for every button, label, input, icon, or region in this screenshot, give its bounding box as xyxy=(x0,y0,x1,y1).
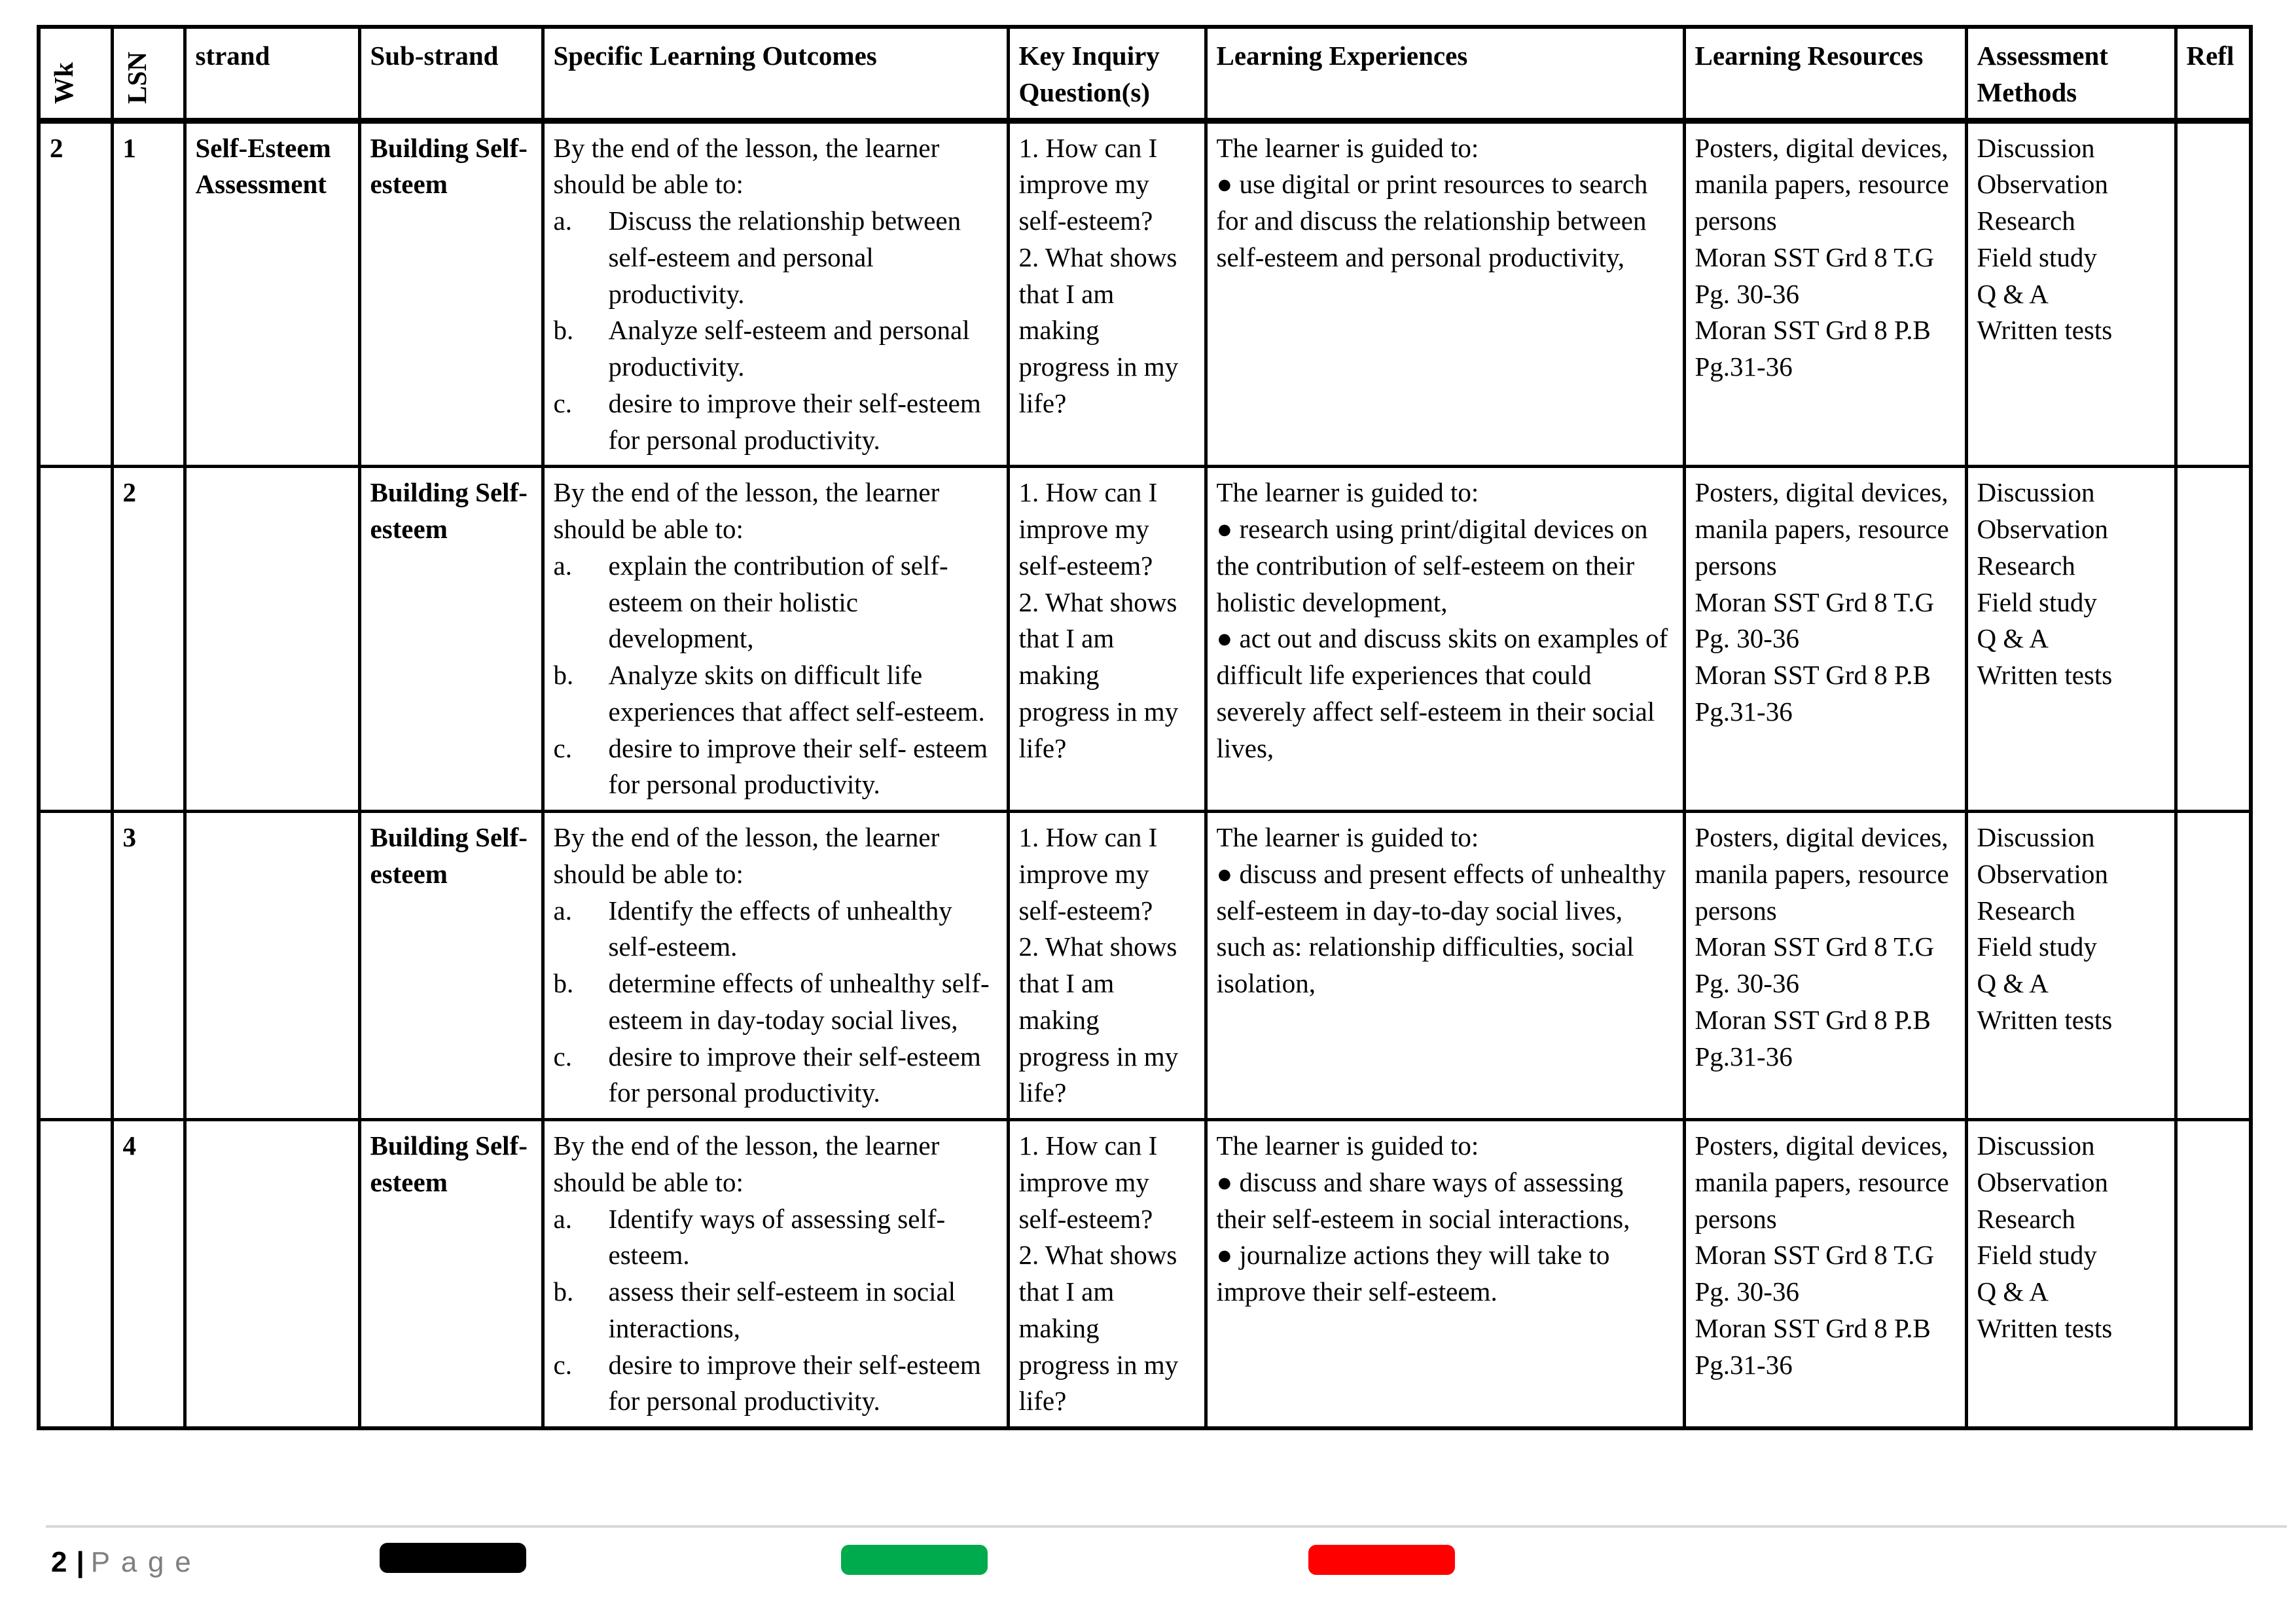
experiences-intro: The learner is guided to: xyxy=(1216,1130,1479,1161)
cell-outcomes xyxy=(543,1120,1008,1429)
cell-outcomes xyxy=(543,120,1008,467)
outcome-item xyxy=(554,386,997,459)
cell-strand xyxy=(185,467,359,812)
bullet-icon: ● xyxy=(1216,623,1233,654)
cell-assessment xyxy=(1966,812,2176,1120)
col-header-resources: Learning Resources xyxy=(1684,27,1966,120)
redaction-bar-green xyxy=(841,1545,988,1575)
cell-lsn: 4 xyxy=(112,1120,185,1429)
cell-sub-strand: Building Self-esteem xyxy=(359,467,543,812)
cell-strand xyxy=(185,1120,359,1429)
outcome-marker: b. xyxy=(553,315,574,346)
assessment-item: Q & A xyxy=(1977,968,2049,998)
experiences-list xyxy=(1217,856,1674,1002)
col-header-lsn-cell xyxy=(112,27,185,120)
experience-text: discuss and present effects of unhealthy self-esteem in day-to-day social lives, such as: relationship difficulties, social isolation, xyxy=(1216,858,1666,998)
outcome-text: desire to improve their self-esteem for personal productivity. xyxy=(608,1041,981,1108)
experiences-list xyxy=(1217,511,1674,767)
cell-strand: Self-Esteem Assessment xyxy=(185,120,359,467)
resource-item: Posters, digital devices, manila papers, resource persons xyxy=(1695,132,1949,236)
col-header-outcomes: Specific Learning Outcomes xyxy=(543,27,1008,120)
outcomes-intro: By the end of the lesson, the learner should be able to: xyxy=(553,477,940,544)
outcome-item xyxy=(554,1274,997,1347)
cell-reflection xyxy=(2176,120,2251,467)
redaction-bar-red xyxy=(1308,1545,1455,1575)
col-header-wk: Wk xyxy=(48,62,79,104)
cell-key-inquiry xyxy=(1008,1120,1206,1429)
outcome-text: assess their self-esteem in social interactions, xyxy=(608,1276,956,1343)
scheme-of-work-table xyxy=(37,25,2253,1430)
col-header-strand: strand xyxy=(185,27,359,120)
key-inquiry-question: 2. What shows that I am making progress in my life? xyxy=(1018,931,1179,1108)
assessment-item: Discussion xyxy=(1977,1130,2095,1161)
outcome-text: desire to improve their self-esteem for personal productivity. xyxy=(608,1349,981,1416)
resource-item: Moran SST Grd 8 T.G Pg. 30-36 xyxy=(1695,931,1935,998)
experiences-intro: The learner is guided to: xyxy=(1216,822,1479,852)
resource-item: Moran SST Grd 8 T.G Pg. 30-36 xyxy=(1695,1240,1935,1307)
outcome-item xyxy=(554,1039,997,1112)
experiences-list xyxy=(1217,1164,1674,1310)
table-row xyxy=(39,467,2251,812)
cell-resources xyxy=(1684,1120,1966,1429)
cell-resources xyxy=(1684,120,1966,467)
outcome-item xyxy=(554,965,997,1039)
resource-item: Posters, digital devices, manila papers, resource persons xyxy=(1695,477,1949,581)
outcome-text: Analyze skits on difficult life experiences that affect self-esteem. xyxy=(608,660,985,727)
cell-wk xyxy=(39,1120,112,1429)
assessment-item: Observation xyxy=(1977,514,2108,544)
cell-sub-strand: Building Self-esteem xyxy=(359,812,543,1120)
outcome-marker: b. xyxy=(553,1276,574,1307)
experiences-intro: The learner is guided to: xyxy=(1216,132,1479,163)
outcome-text: desire to improve their self-esteem for personal productivity. xyxy=(608,388,981,455)
resource-item: Moran SST Grd 8 T.G Pg. 30-36 xyxy=(1695,242,1935,309)
cell-experiences xyxy=(1206,812,1684,1120)
cell-key-inquiry xyxy=(1008,467,1206,812)
assessment-item: Field study xyxy=(1977,931,2097,962)
resource-item: Moran SST Grd 8 P.B Pg.31-36 xyxy=(1695,1312,1931,1380)
outcome-item xyxy=(554,1347,997,1420)
outcome-item xyxy=(554,893,997,966)
outcome-item xyxy=(554,1201,997,1274)
experience-text: research using print/digital devices on the contribution of self-esteem on their holistic development, xyxy=(1216,514,1648,617)
bullet-icon: ● xyxy=(1216,514,1233,544)
assessment-item: Research xyxy=(1977,550,2075,581)
cell-sub-strand: Building Self-esteem xyxy=(359,120,543,467)
resource-item: Moran SST Grd 8 P.B Pg.31-36 xyxy=(1695,660,1931,727)
key-inquiry-question: 2. What shows that I am making progress in my life? xyxy=(1018,242,1179,418)
cell-wk xyxy=(39,812,112,1120)
cell-outcomes xyxy=(543,467,1008,812)
cell-experiences xyxy=(1206,467,1684,812)
experiences-intro: The learner is guided to: xyxy=(1216,477,1479,508)
outcome-text: Identify ways of assessing self-esteem. xyxy=(608,1203,946,1271)
outcome-marker: b. xyxy=(553,968,574,998)
outcome-marker: c. xyxy=(553,1349,572,1380)
assessment-item: Research xyxy=(1977,1203,2075,1234)
cell-resources xyxy=(1684,812,1966,1120)
key-inquiry-question: 1. How can I improve my self-esteem? xyxy=(1018,132,1158,236)
assessment-item: Discussion xyxy=(1977,822,2095,852)
outcome-item xyxy=(554,548,997,657)
cell-wk: 2 xyxy=(39,120,112,467)
cell-assessment xyxy=(1966,120,2176,467)
key-inquiry-question: 2. What shows that I am making progress in my life? xyxy=(1018,586,1179,763)
resource-item: Moran SST Grd 8 T.G Pg. 30-36 xyxy=(1695,586,1935,654)
assessment-item: Observation xyxy=(1977,169,2108,200)
assessment-item: Observation xyxy=(1977,1166,2108,1197)
col-header-refl: Refl xyxy=(2176,27,2251,120)
cell-assessment xyxy=(1966,467,2176,812)
assessment-item: Research xyxy=(1977,895,2075,926)
resource-item: Moran SST Grd 8 P.B Pg.31-36 xyxy=(1695,1004,1931,1072)
resource-item: Posters, digital devices, manila papers, resource persons xyxy=(1695,822,1949,926)
outcome-item xyxy=(554,731,997,804)
experience-item xyxy=(1217,1237,1674,1310)
cell-key-inquiry xyxy=(1008,812,1206,1120)
experience-item xyxy=(1217,1164,1674,1238)
assessment-item: Q & A xyxy=(1977,1276,2049,1307)
assessment-item: Q & A xyxy=(1977,623,2049,654)
assessment-item: Field study xyxy=(1977,1240,2097,1271)
experience-text: use digital or print resources to search for and discuss the relationship between self-esteem and personal productivity, xyxy=(1216,169,1648,272)
key-inquiry-question: 1. How can I improve my self-esteem? xyxy=(1018,822,1158,926)
key-inquiry-question: 1. How can I improve my self-esteem? xyxy=(1018,1130,1158,1234)
experience-item xyxy=(1217,856,1674,1002)
assessment-item: Q & A xyxy=(1977,278,2049,309)
cell-experiences xyxy=(1206,1120,1684,1429)
table-header-row xyxy=(39,27,2251,120)
col-header-key-inquiry: Key Inquiry Question(s) xyxy=(1008,27,1206,120)
outcome-item xyxy=(554,203,997,312)
cell-lsn: 3 xyxy=(112,812,185,1120)
footer-separator: | xyxy=(76,1546,84,1578)
outcome-text: Discuss the relationship between self-esteem and personal productivity. xyxy=(608,206,961,309)
cell-key-inquiry xyxy=(1008,120,1206,467)
experience-text: discuss and share ways of assessing their self-esteem in social interactions, xyxy=(1216,1166,1630,1234)
outcome-text: Identify the effects of unhealthy self-esteem. xyxy=(608,895,952,962)
cell-experiences xyxy=(1206,120,1684,467)
key-inquiry-question: 1. How can I improve my self-esteem? xyxy=(1018,477,1158,581)
col-header-sub-strand: Sub-strand xyxy=(359,27,543,120)
outcomes-list xyxy=(554,1201,997,1420)
resource-item: Moran SST Grd 8 P.B Pg.31-36 xyxy=(1695,315,1931,382)
outcomes-list xyxy=(554,548,997,803)
outcome-marker: c. xyxy=(553,732,572,763)
outcome-marker: a. xyxy=(553,895,572,926)
cell-resources xyxy=(1684,467,1966,812)
outcome-text: desire to improve their self- esteem for personal productivity. xyxy=(608,732,988,800)
page-footer xyxy=(51,1546,202,1579)
outcomes-intro: By the end of the lesson, the learner should be able to: xyxy=(553,822,940,889)
cell-strand xyxy=(185,812,359,1120)
experience-text: act out and discuss skits on examples of difficult life experiences that could severely affect self-esteem in their social lives, xyxy=(1216,623,1668,763)
outcome-marker: b. xyxy=(553,660,574,690)
assessment-item: Field study xyxy=(1977,586,2097,617)
outcome-marker: c. xyxy=(553,1041,572,1072)
outcome-marker: a. xyxy=(553,550,572,581)
assessment-item: Written tests xyxy=(1977,315,2113,346)
cell-reflection xyxy=(2176,812,2251,1120)
key-inquiry-question: 2. What shows that I am making progress in my life? xyxy=(1018,1240,1179,1416)
table-row xyxy=(39,1120,2251,1429)
outcome-item xyxy=(554,312,997,386)
col-header-wk-cell xyxy=(39,27,112,120)
assessment-item: Observation xyxy=(1977,858,2108,889)
experiences-list xyxy=(1217,166,1674,276)
experience-item xyxy=(1217,621,1674,767)
outcome-text: explain the contribution of self-esteem on their holistic development, xyxy=(608,550,948,654)
redaction-bar-black xyxy=(380,1543,526,1573)
assessment-item: Written tests xyxy=(1977,1004,2113,1035)
outcome-text: determine effects of unhealthy self-esteem in day-today social lives, xyxy=(608,968,990,1035)
outcome-item xyxy=(554,657,997,731)
experience-item xyxy=(1217,166,1674,276)
assessment-item: Discussion xyxy=(1977,477,2095,508)
outcomes-list xyxy=(554,203,997,458)
bullet-icon: ● xyxy=(1216,1166,1233,1197)
outcomes-intro: By the end of the lesson, the learner should be able to: xyxy=(553,132,940,200)
col-header-assessment: Assessment Methods xyxy=(1966,27,2176,120)
assessment-item: Written tests xyxy=(1977,660,2113,690)
cell-lsn: 2 xyxy=(112,467,185,812)
outcomes-intro: By the end of the lesson, the learner should be able to: xyxy=(553,1130,940,1197)
outcome-marker: a. xyxy=(553,1203,572,1234)
cell-assessment xyxy=(1966,1120,2176,1429)
experience-item xyxy=(1217,511,1674,621)
assessment-item: Discussion xyxy=(1977,132,2095,163)
assessment-item: Research xyxy=(1977,206,2075,236)
outcomes-list xyxy=(554,893,997,1112)
page-number: 2 xyxy=(51,1546,67,1578)
cell-reflection xyxy=(2176,467,2251,812)
table-row xyxy=(39,120,2251,467)
bullet-icon: ● xyxy=(1216,858,1233,889)
cell-outcomes xyxy=(543,812,1008,1120)
outcome-text: Analyze self-esteem and personal productivity. xyxy=(608,315,970,382)
outcome-marker: c. xyxy=(553,388,572,418)
page-label: Page xyxy=(90,1546,202,1578)
col-header-experiences: Learning Experiences xyxy=(1206,27,1684,120)
bullet-icon: ● xyxy=(1216,169,1233,200)
col-header-lsn: LSN xyxy=(121,51,152,104)
experience-text: journalize actions they will take to improve their self-esteem. xyxy=(1216,1240,1610,1307)
outcome-marker: a. xyxy=(553,206,572,236)
bullet-icon: ● xyxy=(1216,1240,1233,1271)
cell-wk xyxy=(39,467,112,812)
table-row xyxy=(39,812,2251,1120)
cell-lsn: 1 xyxy=(112,120,185,467)
cell-reflection xyxy=(2176,1120,2251,1429)
assessment-item: Field study xyxy=(1977,242,2097,272)
resource-item: Posters, digital devices, manila papers, resource persons xyxy=(1695,1130,1949,1234)
assessment-item: Written tests xyxy=(1977,1312,2113,1343)
footer-divider xyxy=(46,1525,2287,1528)
cell-sub-strand: Building Self-esteem xyxy=(359,1120,543,1429)
